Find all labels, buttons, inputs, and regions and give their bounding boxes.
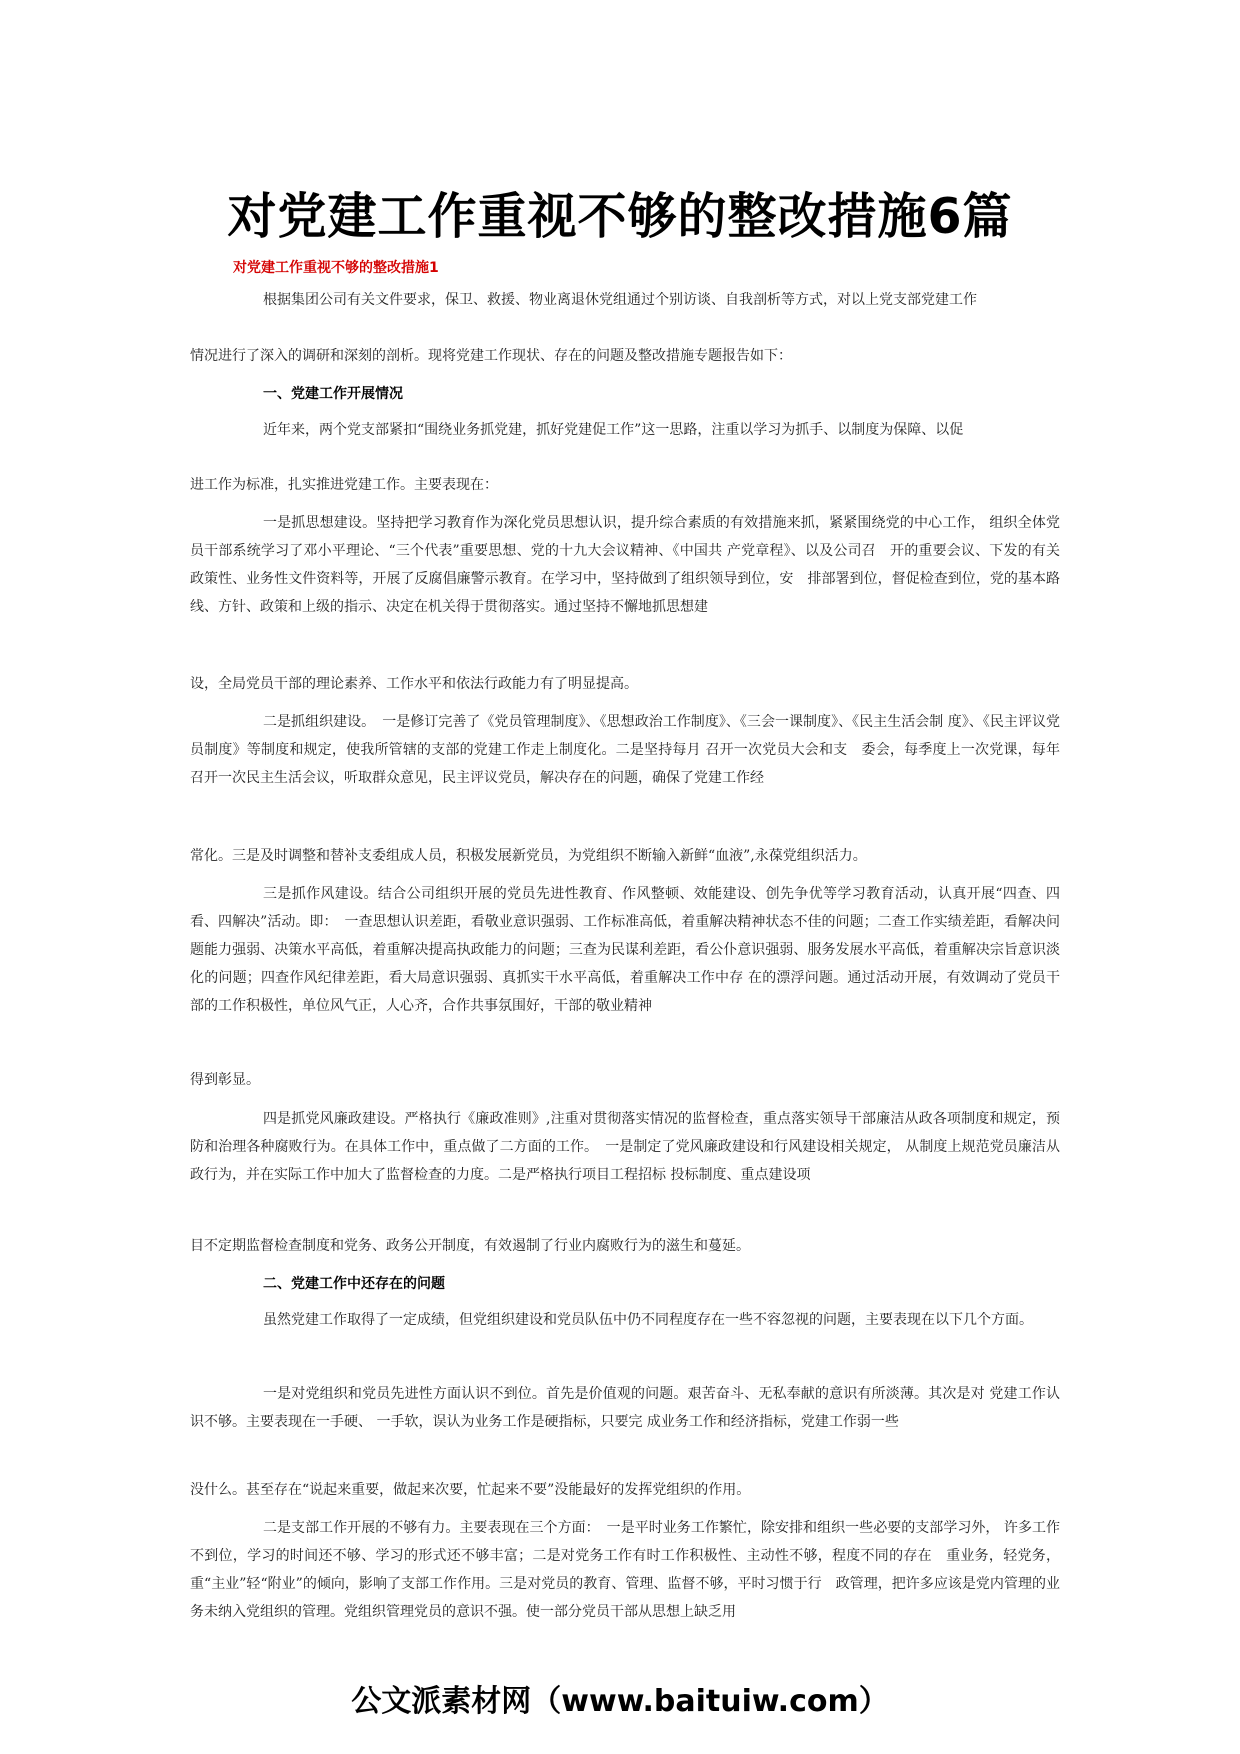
footer-watermark: 公文派素材网（www.baituiw.com） <box>351 1684 889 1719</box>
paragraph: 根据集团公司有关文件要求，保卫、救援、物业离退休党组通过个别访谈、自我剖析等方式，对以上党支部党建工作 <box>263 292 977 308</box>
section-heading: 二、党建工作中还存在的问题 <box>263 1276 445 1292</box>
paragraph: 虽然党建工作取得了一定成绩，但党组织建设和党员队伍中仍不同程度存在一些不容忽视的问题，主要表现在以下几个方面。 <box>263 1312 1033 1328</box>
paragraph: 三是抓作风建设。结合公司组织开展的党员先进性教育、作风整顿、效能建设、创先争优等学习教育活动，认真开展“四查、四看、四解决”活动。即： 一查思想认识差距，看敬业意识强弱、工作标准高低，着重解决精神状态不佳的问题；二查工作实绩差距，看解决问题能力强弱、决策水平高低，着重解决提高执政能力的问题；三查为民谋利差距，看公仆意识强弱、服务发展水平高低，着重解决宗旨意识淡化的问题；四查作风纪律差距，看大局意识强弱、真抓实干水平高低，着重解决工作中存 在的漂浮问题。通过活动开展，有效调动了党员干部的工作积极性，单位风气正，人心齐，合作共事氛围好，干部的敬业精神 <box>190 886 1060 1014</box>
paragraph: 没什么。甚至存在“说起来重要，做起来次要，忙起来不要”没能最好的发挥党组织的作用。 <box>190 1482 751 1498</box>
document-title: 对党建工作重视不够的整改措施6篇 <box>227 188 1013 245</box>
paragraph: 四是抓党风廉政建设。严格执行《廉政准则》,注重对贯彻落实情况的监督检查，重点落实领导干部廉洁从政各项制度和规定，预防和治理各种腐败行为。在具体工作中，重点做了二方面的工作。 一是制定了党风廉政建设和行风建设相关规定， 从制度上规范党员廉洁从政行为，并在实际工作中加大了监督检查的力度。二是严格执行项目工程招标 投标制度、重点建设项 <box>190 1111 1060 1183</box>
paragraph: 设，全局党员干部的理论素养、工作水平和依法行政能力有了明显提高。 <box>190 676 638 692</box>
paragraph: 二是支部工作开展的不够有力。主要表现在三个方面： 一是平时业务工作繁忙，除安排和组织一些必要的支部学习外， 许多工作不到位，学习的时间还不够、学习的形式还不够丰富；二是对党务工作有时工作积极性、主动性不够，程度不同的存在 重业务，轻党务，重“主业”轻“附业”的倾向，影响了支部工作作用。三是对党员的教育、管理、监督不够，平时习惯于行 政管理，把许多应该是党内管理的业务未纳入党组织的管理。党组织管理党员的意识不强。使一部分党员干部从思想上缺乏用 <box>190 1520 1060 1620</box>
paragraph: 二是抓组织建设。 一是修订完善了《党员管理制度》、《思想政治工作制度》、《三会一课制度》、《民主生活会制 度》、《民主评议党员制度》等制度和规定，使我所管辖的支部的党建工作走上制度化。二是坚持每月 召开一次党员大会和支 委会，每季度上一次党课，每年召开一次民主生活会议，听取群众意见，民主评议党员，解决存在的问题，确保了党建工作经 <box>190 714 1060 786</box>
paragraph: 常化。三是及时调整和替补支委组成人员，积极发展新党员，为党组织不断输入新鲜“血液”,永葆党组织活力。 <box>190 848 867 864</box>
paragraph: 进工作为标准，扎实推进党建工作。主要表现在： <box>190 477 498 493</box>
section-subtitle: 对党建工作重视不够的整改措施1 <box>233 260 439 276</box>
paragraph: 得到彰显。 <box>190 1072 260 1088</box>
paragraph: 一是抓思想建设。坚持把学习教育作为深化党员思想认识，提升综合素质的有效措施来抓，紧紧围绕党的中心工作， 组织全体党员干部系统学习了邓小平理论、“三个代表”重要思想、党的十九大会议精神、《中国共 产党章程》、以及公司召 开的重要会议、下发的有关政策性、业务性文件资料等，开展了反腐倡廉警示教育。在学习中，坚持做到了组织领导到位，安 排部署到位，督促检查到位，党的基本路线、方针、政策和上级的指示、决定在机关得于贯彻落实。通过坚持不懈地抓思想建 <box>190 515 1060 615</box>
section-heading: 一、党建工作开展情况 <box>263 386 403 402</box>
paragraph: 目不定期监督检查制度和党务、政务公开制度，有效遏制了行业内腐败行为的滋生和蔓延。 <box>190 1238 750 1254</box>
paragraph: 情况进行了深入的调研和深刻的剖析。现将党建工作现状、存在的问题及整改措施专题报告如下： <box>190 348 792 364</box>
paragraph: 一是对党组织和党员先进性方面认识不到位。首先是价值观的问题。艰苦奋斗、无私奉献的意识有所淡薄。其次是对 党建工作认识不够。主要表现在一手硬、 一手软，误认为业务工作是硬指标，只要完 成业务工作和经济指标，党建工作弱一些 <box>190 1386 1060 1430</box>
paragraph: 近年来，两个党支部紧扣“围绕业务抓党建，抓好党建促工作”这一思路，注重以学习为抓手、以制度为保障、以促 <box>263 422 964 438</box>
